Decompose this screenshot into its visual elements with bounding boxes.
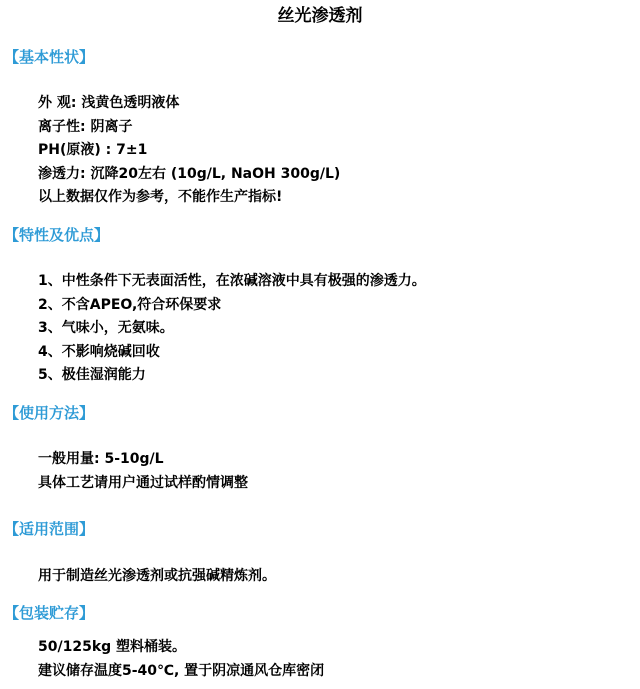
section-heading-packaging: 【包装贮存】 [4, 604, 95, 622]
feature-line-2: 2、不含APEO,符合环保要求 [38, 296, 222, 313]
packaging-line-storage: 建议储存温度5-40℃, 置于阴凉通风仓库密闭 [38, 662, 325, 679]
scope-line-1: 用于制造丝光渗透剂或抗强碱精炼剂。 [38, 568, 276, 584]
section-body-usage [38, 448, 248, 495]
section-heading-scope: 【适用范围】 [4, 520, 95, 538]
section-body-scope [38, 565, 276, 589]
feature-line-4: 4、不影响烧碱回收 [38, 343, 160, 360]
feature-line-3: 3、气味小，无氨味。 [38, 320, 174, 336]
page-title: 丝光渗透剂 [277, 6, 363, 26]
property-line-disclaimer: 以上数据仅作为参考，不能作生产指标! [38, 189, 283, 205]
feature-line-1: 1、中性条件下无表面活性，在浓碱溶液中具有极强的渗透力。 [38, 273, 426, 289]
section-heading-basic-properties: 【基本性状】 [4, 48, 95, 66]
section-body-packaging [38, 636, 324, 683]
property-line-ph: PH(原液) : 7±1 [38, 142, 148, 158]
section-heading-usage: 【使用方法】 [4, 404, 95, 422]
section-heading-features: 【特性及优点】 [4, 226, 110, 244]
section-body-features [38, 270, 426, 388]
property-line-appearance: 外 观: 浅黄色透明液体 [38, 95, 180, 111]
usage-line-process: 具体工艺请用户通过试样酌情调整 [38, 474, 248, 491]
usage-line-dosage: 一般用量: 5-10g/L [38, 451, 164, 467]
section-body-basic-properties [38, 92, 340, 210]
property-line-ionicity: 离子性: 阴离子 [38, 118, 133, 135]
packaging-line-container: 50/125kg 塑料桶装。 [38, 639, 187, 655]
property-line-penetration: 渗透力: 沉降20左右 (10g/L, NaOH 300g/L) [38, 165, 341, 182]
feature-line-5: 5、极佳湿润能力 [38, 367, 146, 383]
